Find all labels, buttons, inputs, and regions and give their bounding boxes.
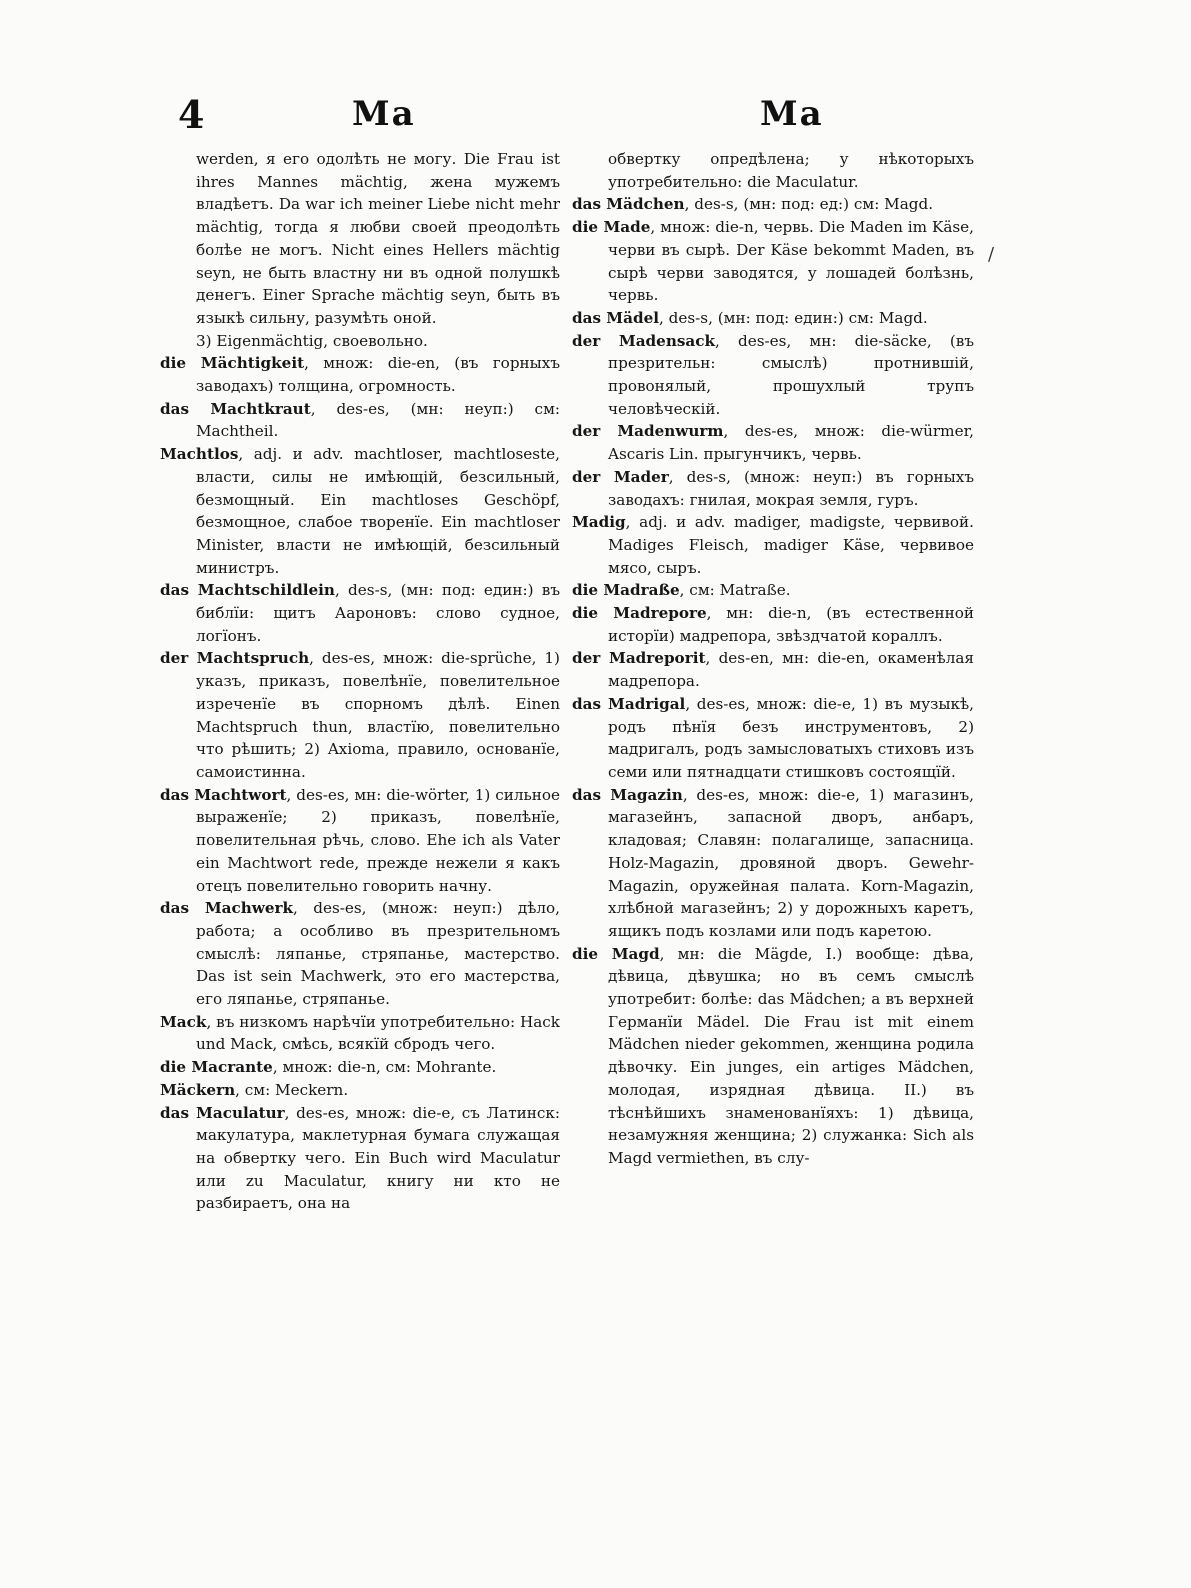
entry-headword: die Madraße: [572, 581, 680, 600]
entry-definition: , des-s, (мн: под: един:) см: Magd.: [659, 308, 928, 327]
dictionary-entry: [160, 1011, 560, 1056]
dictionary-entry: [160, 1056, 560, 1079]
entry-definition: , см: Meckern.: [235, 1080, 349, 1099]
entry-definition: , множ: die-n, червь. Die Maden im Käse, черви въ сырѣ. Der Käse bekommt Maden, въ сырѣ черви заводятся, у лошадей болѣзнь, червь.: [608, 218, 974, 305]
dictionary-entry: [572, 579, 974, 602]
dictionary-entry: [572, 466, 974, 511]
entry-definition: , des-es, множ: die-e, 1) въ музыкѣ, родъ пѣнїя безъ инструментовъ, 2) мадригалъ, родъ замысловатыхъ стиховъ изъ семи или пятнадцати стишковъ состоящїй.: [608, 694, 974, 781]
dictionary-entry: [160, 398, 560, 443]
entry-definition: , des-es, множ: die-würmer, Ascaris Lin. прыгунчикъ, червь.: [608, 422, 974, 464]
dictionary-entry: [572, 784, 974, 943]
entry-headword: das Mädchen: [572, 195, 685, 214]
entry-definition: , des-s, (множ: неуп:) въ горныхъ заводахъ: гнилая, мокрая земля, гуръ.: [608, 467, 974, 509]
entry-definition: , мн: die Mägde, I.) вообще: дѣва, дѣвица, дѣвушка; но въ семъ смыслѣ употребит: болѣе: das Mädchen; а въ верхней Германїи Mädel. Die Frau ist mit einem Mädchen nieder gekommen, женщина родила дѣвочку. Ein junges, ein artiges Mädchen, молодая, изрядная дѣвица. II.) въ тѣснѣйшихъ знаменованїяхъ: 1) дѣвица, незамужняя женщина; 2) служанка: Sich als Magd vermiethen, въ слу-: [608, 944, 974, 1167]
entry-definition: , множ: die-n, см: Mohrante.: [272, 1058, 497, 1077]
entry-definition: , des-es, мн: die-säcke, (въ презрительн: смыслѣ) протнившій, провонялый, прошухлый трупъ человѣческій.: [608, 331, 974, 418]
entry-headword: das Madrigal: [572, 694, 686, 713]
entry-definition: обвертку опредѣлена; у нѣкоторыхъ употребительно: die Maculatur.: [608, 150, 974, 191]
entry-definition: , въ низкомъ нарѣчїи употребительно: Hack und Mack, смѣсь, всякїй сбродъ чего.: [196, 1012, 560, 1054]
entry-headword: Mäckern: [160, 1080, 236, 1099]
entry-definition: , мн: die-n, (въ естественной исторїи) мадрепора, звѣздчатой кораллъ.: [608, 604, 974, 645]
entry-definition: , des-es, множ: die-e, съ Латинск: макулатура, маклетурная бумага служащая на обвертку чего. Ein Buch wird Maculatur или zu Maculatur, книгу ни кто не разбираетъ, она на: [196, 1103, 560, 1213]
left-column: [160, 148, 560, 1215]
entry-headword: das Machtschildlein: [160, 581, 335, 600]
entry-headword: der Madreporit: [572, 649, 706, 668]
dictionary-entry: [572, 420, 974, 465]
dictionary-entry: [572, 330, 974, 421]
dictionary-entry: [160, 148, 560, 330]
entry-definition: , des-es, мн: die-wörter, 1) сильное выраженїе; 2) приказъ, повелѣнїе, повелительная рѣчь, слово. Ehe ich als Vater ein Machtwort rede, прежде нежели я какъ отецъ повелительно говорить начну.: [196, 785, 561, 895]
entry-definition: werden, я его одолѣть не могу. Die Frau ist ihres Mannes mächtig, жена мужемъ владѣетъ. Da war ich meiner Liebe nicht mehr mächtig, тогда я любви своей преодолѣть болѣе не могъ. Nicht eines Hellers mächtig seyn, не быть властну ни въ одной полушкѣ денегъ. Einer Sprache mächtig seyn, быть въ языкѣ сильну, разумѣть оной.: [196, 150, 560, 327]
entry-headword: die Magd: [572, 944, 660, 963]
entry-headword: Madig: [572, 513, 626, 532]
right-column: [572, 148, 974, 1170]
entry-definition: , des-es, (мн: неуп:) см: Machtheil.: [196, 399, 560, 441]
margin-mark: /: [988, 244, 995, 265]
dictionary-entry: [572, 307, 974, 330]
entry-headword: der Madenwurm: [572, 422, 724, 441]
entry-definition: , множ: die-en, (въ горныхъ заводахъ) толщина, огромность.: [196, 354, 560, 396]
entry-headword: das Magazin: [572, 785, 683, 804]
dictionary-entry: [572, 216, 974, 307]
dictionary-entry: [572, 193, 974, 216]
entry-headword: die Macrante: [160, 1058, 273, 1077]
entry-definition: , des-s, (мн: под: ед:) см: Magd.: [684, 195, 934, 214]
dictionary-entry: [572, 602, 974, 647]
entry-definition: , des-es, (множ: неуп:) дѣло, работа; а особливо въ презрительномъ смыслѣ: ляпанье, стряпанье, мастерство. Das ist sein Machwerk, это его мастерства, его ляпанье, стряпанье.: [196, 899, 560, 1009]
entry-headword: die Mächtigkeit: [160, 354, 305, 373]
entry-definition: , adj. и adv. madiger, madigste, червивой. Madiges Fleisch, madiger Käse, червивое мясо, сыръ.: [608, 513, 974, 577]
dictionary-entry: [572, 693, 974, 784]
dictionary-entry: [160, 330, 560, 353]
entry-headword: das Machwerk: [160, 899, 294, 918]
dictionary-entry: [160, 1102, 560, 1216]
page-number: 4: [178, 92, 205, 137]
dictionary-entry: [160, 897, 560, 1011]
dictionary-entry: [160, 443, 560, 579]
entry-definition: 3) Eigenmächtig, своевольно.: [196, 331, 428, 350]
entry-headword: der Machtspruch: [160, 649, 310, 668]
entry-headword: das Maculatur: [160, 1103, 285, 1122]
entry-definition: , des-s, (мн: под: един:) въ библїи: щитъ Аароновъ: слово судное, логїонъ.: [196, 581, 560, 645]
running-head-left: Ma: [352, 94, 416, 134]
entry-headword: das Mädel: [572, 308, 660, 327]
entry-headword: Mack: [160, 1012, 207, 1031]
entry-definition: , des-en, мн: die-en, окаменѣлая мадрепора.: [608, 649, 974, 691]
entry-headword: der Mader: [572, 467, 669, 486]
running-head-right: Ma: [760, 94, 824, 134]
dictionary-entry: [160, 352, 560, 397]
entry-headword: das Machtwort: [160, 785, 287, 804]
dictionary-entry: [572, 647, 974, 692]
entry-headword: der Madensack: [572, 331, 716, 350]
dictionary-entry: [160, 1079, 560, 1102]
dictionary-entry: [572, 148, 974, 193]
entry-headword: das Machtkraut: [160, 399, 311, 418]
entry-definition: , des-es, множ: die-e, 1) магазинъ, магазейнъ, запасной дворъ, анбаръ, кладовая; Славян: полагалище, запасница. Holz-Magazin, дровяной дворъ. Gewehr-Magazin, оружейная палата. Korn-Magazin, хлѣбной магазейнъ; 2) у дорожныхъ каретъ, ящикъ подъ козлами или подъ каретою.: [608, 785, 974, 940]
dictionary-entry: [160, 647, 560, 783]
entry-headword: die Madrepore: [572, 604, 707, 623]
dictionary-entry: [160, 784, 560, 898]
entry-headword: die Made: [572, 218, 651, 237]
dictionary-entry: [572, 943, 974, 1170]
entry-definition: , des-es, множ: die-sprüche, 1) указъ, приказъ, повелѣнїе, повелительное изреченїе въ спорномъ дѣлѣ. Einen Machtspruch thun, властїю, повелительно что рѣшить; 2) Axioma, правило, основанїе, самоистинна.: [196, 649, 560, 781]
dictionary-entry: [572, 511, 974, 579]
entry-headword: Machtlos: [160, 445, 239, 464]
entry-definition: , adj. и adv. machtloser, machtloseste, власти, силы не имѣющій, безсильный, безмощный. Ein machtloses Geschöpf, безмощное, слабое творенїе. Ein machtloser Minister, власти не имѣющій, безсильный министръ.: [196, 445, 560, 577]
page-header: [0, 92, 1191, 142]
dictionary-entry: [160, 579, 560, 647]
entry-definition: , см: Matraße.: [679, 581, 791, 600]
